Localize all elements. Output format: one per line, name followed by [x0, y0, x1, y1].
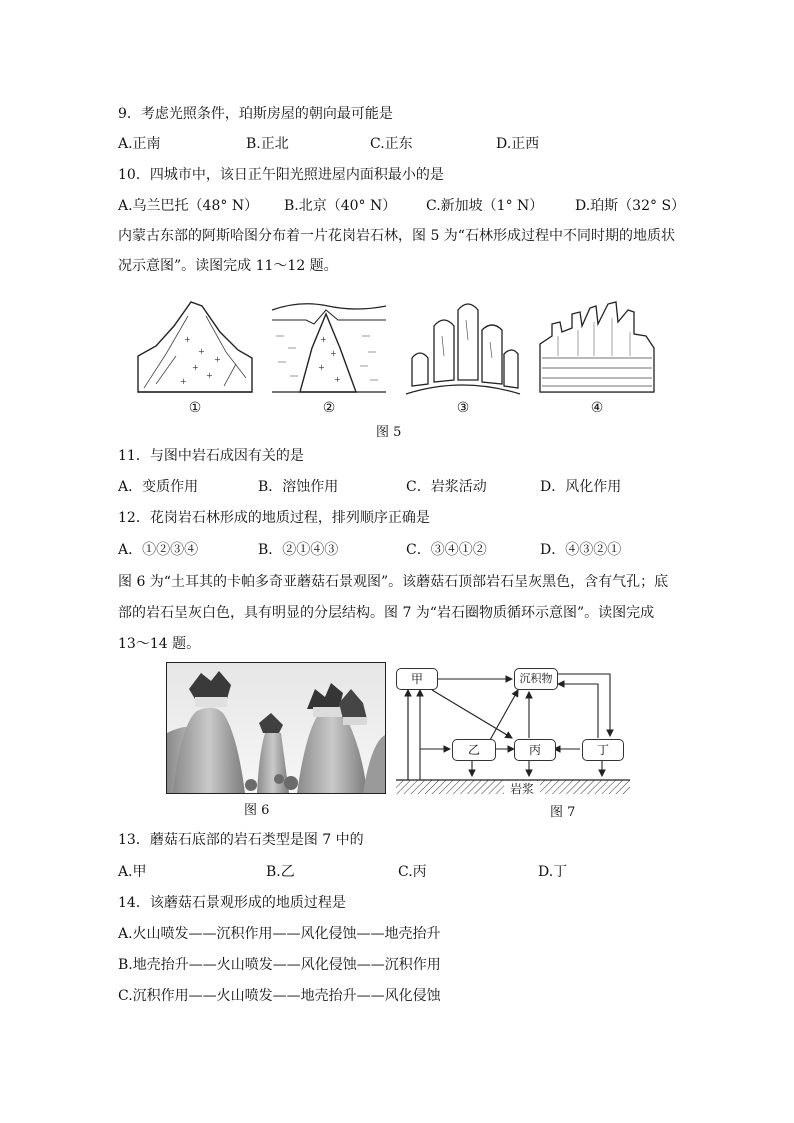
q11-option-a: A．变质作用: [118, 479, 199, 495]
fig5-panel-3-illustration: [404, 296, 522, 396]
q10-option-a: A.乌兰巴托（48° N）: [118, 198, 259, 214]
svg-text:+: +: [330, 349, 337, 358]
node-magma: 岩浆: [504, 781, 540, 797]
node-yi: 乙: [452, 739, 496, 761]
fig7-caption: 图 7: [550, 805, 576, 820]
intro-11-12-line2: 况示意图”。读图完成 11～12 题。: [118, 258, 338, 274]
q11-option-c: C．岩浆活动: [406, 479, 487, 495]
svg-text:+: +: [206, 371, 213, 380]
node-jia: 甲: [396, 668, 438, 690]
svg-text:+: +: [320, 335, 327, 344]
node-sediment: 沉积物: [514, 668, 558, 690]
node-ding: 丁: [582, 739, 624, 761]
fig5-label-2: ②: [322, 400, 336, 416]
fig5-panel-4-illustration: [538, 296, 656, 396]
q10-option-d: D.珀斯（32° S）: [575, 198, 686, 214]
svg-text:+: +: [214, 355, 221, 364]
svg-text:+: +: [318, 363, 325, 372]
q13-stem: 13．蘑菇石底部的岩石类型是图 7 中的: [118, 832, 364, 848]
q13-option-c: C.丙: [398, 864, 427, 880]
q13-option-a: A.甲: [118, 864, 147, 880]
q9-option-c: C.正东: [370, 136, 413, 152]
q14-option-b: B.地壳抬升——火山喷发——风化侵蚀——沉积作用: [118, 957, 441, 973]
q11-option-d: D．风化作用: [540, 479, 622, 495]
svg-text:+: +: [334, 375, 341, 384]
q12-stem: 12．花岗岩石林形成的地质过程，排列顺序正确是: [118, 510, 430, 526]
q9-option-b: B.正北: [246, 136, 289, 152]
figure-7-rock-cycle: [394, 662, 634, 802]
intro-13-14-line2: 部的岩石呈灰白色，具有明显的分层结构。图 7 为“岩石圈物质循环示意图”。读图完成: [118, 605, 655, 621]
svg-text:+: +: [198, 347, 205, 356]
svg-text:+: +: [184, 335, 191, 344]
fig5-label-1: ①: [188, 400, 202, 416]
fig5-caption: 图 5: [376, 425, 402, 440]
q13-option-b: B.乙: [266, 864, 295, 880]
q14-option-c: C.沉积作用——火山喷发——地壳抬升——风化侵蚀: [118, 988, 441, 1004]
q11-option-b: B．溶蚀作用: [258, 479, 339, 495]
q14-option-a: A.火山喷发——沉积作用——风化侵蚀——地壳抬升: [118, 926, 441, 942]
fig5-panel-1-illustration: [136, 296, 254, 396]
q12-option-d: D．④③②①: [540, 542, 622, 558]
figure-5: [136, 296, 676, 416]
fig6-caption: 图 6: [244, 803, 270, 818]
fig5-label-4: ④: [590, 400, 604, 416]
intro-13-14-line1: 图 6 为“土耳其的卡帕多奇亚蘑菇石景观图”。该蘑菇石顶部岩石呈灰黑色，含有气孔；底: [118, 574, 669, 590]
fig5-panel-2-illustration: [270, 296, 388, 396]
fig5-label-3: ③: [456, 400, 470, 416]
svg-text:+: +: [192, 363, 199, 372]
q10-stem: 10．四城市中，该日正午阳光照进屋内面积最小的是: [118, 167, 444, 183]
node-bing: 丙: [514, 739, 556, 761]
figure-6-photo: [166, 662, 386, 794]
svg-text:+: +: [180, 377, 187, 386]
q9-option-d: D.正西: [496, 136, 540, 152]
q10-option-c: C.新加坡（1° N）: [426, 198, 544, 214]
q9-option-a: A.正南: [118, 136, 161, 152]
q9-stem: 9．考虑光照条件，珀斯房屋的朝向最可能是: [118, 106, 393, 122]
q14-stem: 14．该蘑菇石景观形成的地质过程是: [118, 895, 346, 911]
intro-13-14-line3: 13～14 题。: [118, 636, 201, 652]
q12-option-a: A．①②③④: [118, 542, 199, 558]
q12-option-b: B．②①④③: [258, 542, 339, 558]
q11-stem: 11．与图中岩石成因有关的是: [118, 448, 304, 464]
q10-option-b: B.北京（40° N）: [284, 198, 397, 214]
q12-option-c: C．③④①②: [406, 542, 487, 558]
intro-11-12-line1: 内蒙古东部的阿斯哈图分布着一片花岗岩石林，图 5 为“石林形成过程中不同时期的地质状: [118, 228, 675, 244]
mushroom-rock-illustration: [167, 663, 385, 793]
q13-option-d: D.丁: [538, 864, 568, 880]
